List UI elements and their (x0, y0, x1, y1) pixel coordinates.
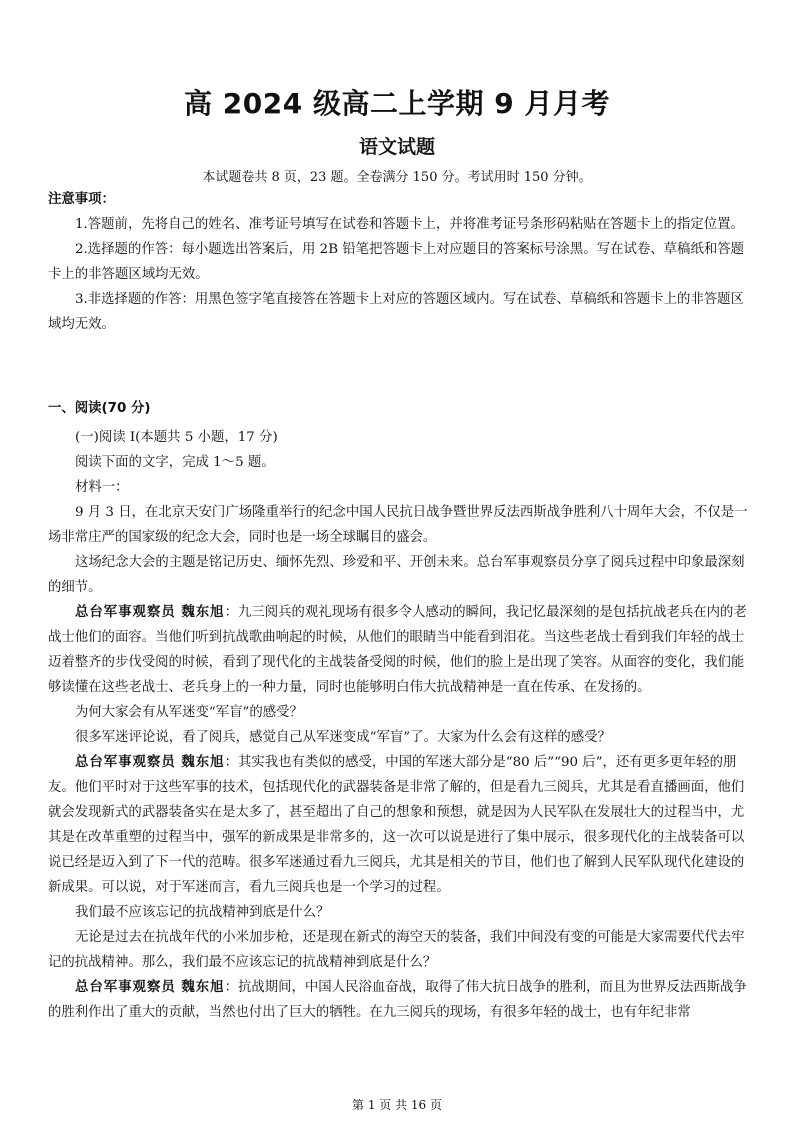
notice-item: 2.选择题的作答：每小题选出答案后，用 2B 铅笔把答题卡上对应题目的答案标号涂黑。写在试卷、草稿纸和答题卡上的非答题区域均无效。 (48, 242, 745, 282)
exam-title: 高 2024 级高二上学期 9 月月考 (184, 87, 610, 120)
question-line: 我们最不应该忘记的抗战精神到底是什么？ (75, 905, 330, 920)
section-heading: 一、阅读(70 分) (48, 401, 151, 416)
speaker-text: ：九三阅兵的观礼现场有很多令人感动的瞬间，我记忆最深刻的是包括抗战老兵在内的老战士他们的面容。当他们听到抗战歌曲响起的时候，从他们的眼睛当中能看到泪花。当这些老战士看到我们年轻的战士迈着整齐的步伐受阅的时候，看到了现代化的主战装备受阅的时候，他们的脸上是出现了笑容。从面容的变化，我们能够读懂在这些老战士、老兵身上的一种力量，同时也能够明白伟大抗战精神是一直在传承、在发扬的。 (48, 605, 747, 695)
speaker-text: ：抗战期间，中国人民浴血奋战，取得了伟大抗日战争的胜利，而且为世界反法西斯战争的胜利作出了重大的贡献，当然也付出了巨大的牺牲。在九三阅兵的现场，有很多年轻的战士，也有年纪非常 (48, 980, 747, 1020)
article-paragraph: 无论是过去在抗战年代的小米加步枪，还是现在新式的海空天的装备，我们中间没有变的可能是大家需要代代去牢记的抗战精神。那么，我们最不应该忘记的抗战精神到底是什么？ (48, 930, 745, 970)
exam-info: 本试题卷共 8 页，23 题。全卷满分 150 分。考试用时 150 分钟。 (202, 170, 592, 185)
notice-block (48, 187, 748, 337)
speaker-label: 总台军事观察员 魏东旭 (75, 755, 225, 770)
notice-item: 3.非选择题的作答：用黑色签字笔直接答在答题卡上对应的答题区域内。写在试卷、草稿纸和答题卡上的非答题区域均无效。 (48, 292, 744, 332)
material-label: 材料一： (75, 480, 129, 495)
speaker-text: ：其实我也有类似的感受，中国的军迷大部分是“80 后”“90 后”，还有更多更年轻的朋友。他们平时对于这些军事的技术，包括现代化的武器装备是非常了解的，但是看九三阅兵，尤其是看直播画面，他们就会发现新式的武器装备实在是太多了，甚至超出了自己的想象和预想，就是因为人民军队在发展壮大的过程当中，尤其是在改革重塑的过程当中，强军的新成果是非常多的，这一次可以说是进行了集中展示，很多现代化的主战装备可以说已经是迈入到了下一代的范畴。很多军迷通过看九三阅兵，尤其是相关的节目，他们也了解到人民军队现代化建设的新成果。可以说，对于军迷而言，看九三阅兵也是一个学习的过程。 (48, 755, 745, 895)
sub-heading: (一)阅读 I(本题共 5 小题，17 分) (75, 430, 278, 445)
article-paragraph: 9 月 3 日，在北京天安门广场隆重举行的纪念中国人民抗日战争暨世界反法西斯战争胜利八十周年大会，不仅是一场非常庄严的国家级的纪念大会，同时也是一场全球瞩目的盛会。 (48, 505, 748, 545)
instruction: 阅读下面的文字，完成 1～5 题。 (75, 455, 275, 470)
article-paragraph (48, 600, 748, 700)
exam-subtitle: 语文试题 (358, 136, 435, 158)
question-line: 为何大家会有从军迷变“军盲”的感受？ (75, 705, 303, 720)
speaker-label: 总台军事观察员 魏东旭 (75, 605, 225, 620)
notice-heading: 注意事项： (48, 192, 115, 207)
notice-item: 1.答题前，先将自己的姓名、准考证号填写在试卷和答题卡上，并将准考证号条形码粘贴在答题卡上的指定位置。 (75, 217, 744, 232)
reading-section (48, 396, 748, 1025)
article-paragraph (48, 750, 748, 900)
page-number: 第 1 页 共 16 页 (352, 1098, 442, 1112)
article-paragraph: 很多军迷评论说，看了阅兵，感觉自己从军迷变成“军盲”了。大家为什么会有这样的感受？ (75, 730, 611, 745)
article-paragraph (48, 975, 748, 1025)
article-paragraph: 这场纪念大会的主题是铭记历史、缅怀先烈、珍爱和平、开创未来。总台军事观察员分享了阅兵过程中印象最深刻的细节。 (48, 555, 745, 595)
speaker-label: 总台军事观察员 魏东旭 (75, 980, 225, 995)
